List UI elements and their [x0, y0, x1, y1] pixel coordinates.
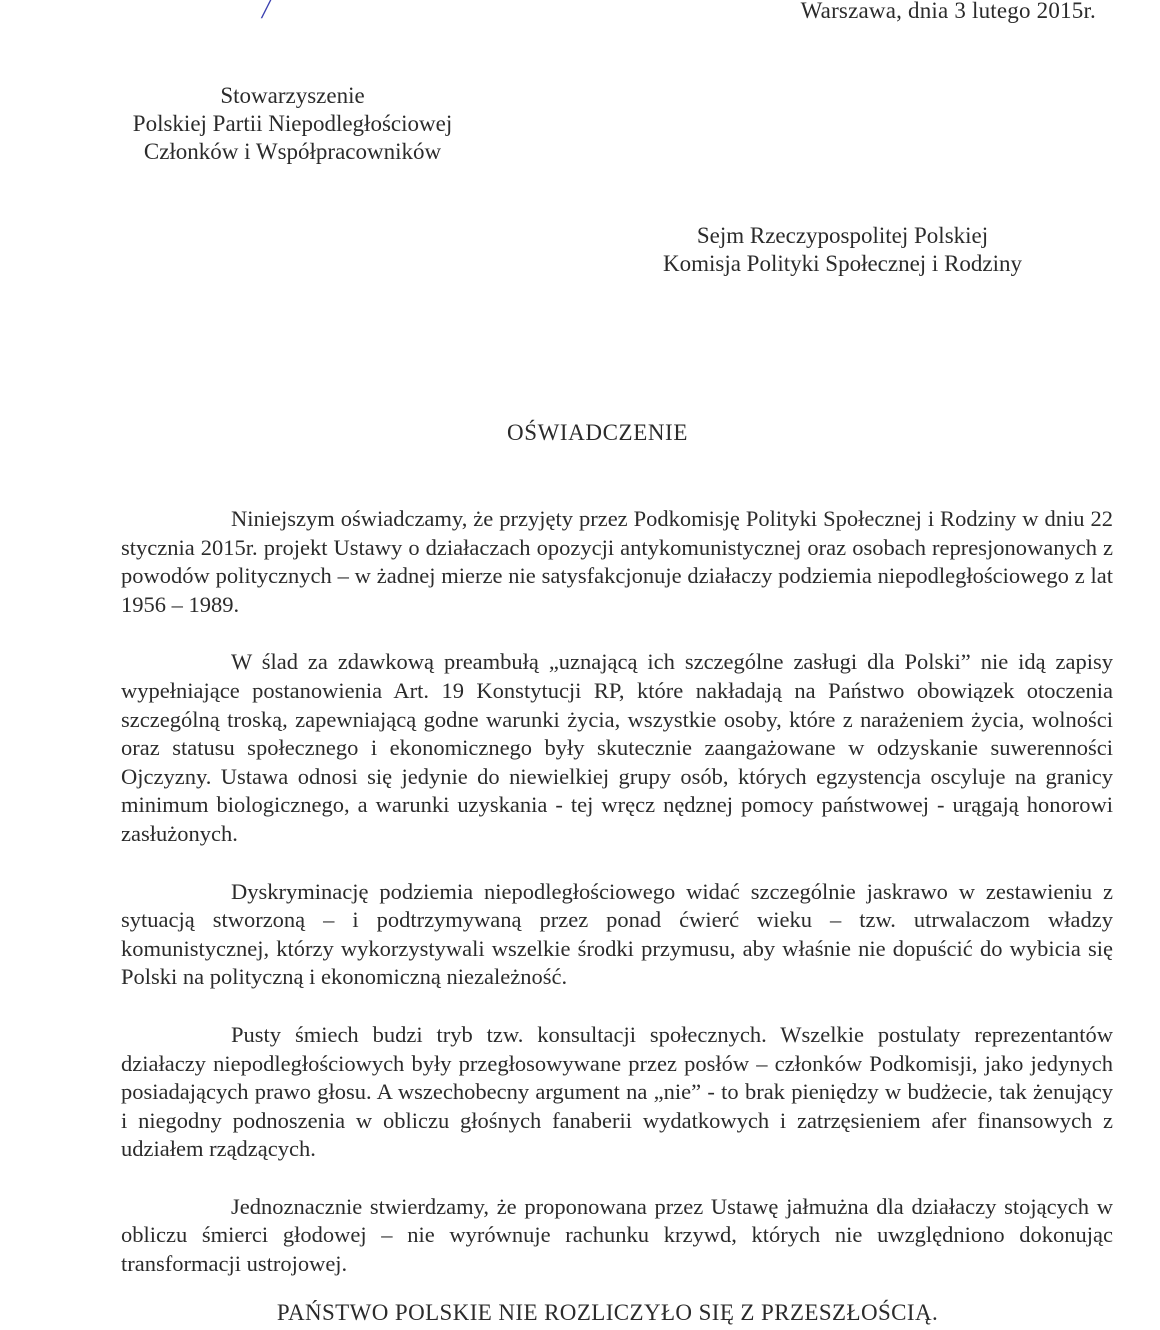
body-paragraph: Pusty śmiech budzi tryb tzw. konsultacji społecznych. Wszelkie postulaty reprezentantów działaczy niepodległościowych były przegłosowywane przez posłów – członków Podkomisji, jako jedynych posiadających prawo głosu. A wszechobecny argument na „nie” - to brak pieniędzy w budżecie, tak żenujący i niegodny podnoszenia w obliczu głośnych fanaberii wydatkowych i zatrzęsieniem afer finansowych z udziałem rządzących. [121, 1021, 1113, 1162]
sender-line: Członków i Współpracowników [143, 139, 442, 164]
document-title: OŚWIADCZENIE [507, 420, 688, 445]
handwritten-mark: / [262, 0, 270, 25]
body-paragraph: W ślad za zdawkową preambułą „uznającą ich szczególne zasługi dla Polski” nie idą zapisy wypełniające postanowienia Art. 19 Konstytucji RP, które nakładają na Państwo obowiązek otoczenia szczególną troską, zapewniającą godne warunki życia, wszystkie osoby, które z narażeniem życia, wolności oraz statusu społecznego i ekonomicznego były skutecznie zaangażowane w odzyskanie suwerenności Ojczyzny. Ustawa odnosi się jedynie do niewielkiej grupy osób, których egzystencja oscyluje na granicy minimum biologicznego, a warunki uzyskania - tej wręcz nędznej pomocy państwowej - urągają honorowi zasłużonych. [121, 649, 1113, 846]
sender-block [120, 82, 465, 166]
letter-body [121, 505, 1113, 1308]
sender-line: Polskiej Partii Niepodległościowej [132, 111, 453, 136]
letter-date: Warszawa, dnia 3 lutego 2015r. [800, 0, 1096, 23]
sender-line: Stowarzyszenie [220, 83, 365, 108]
closing-statement: PAŃSTWO POLSKIE NIE ROZLICZYŁO SIĘ Z PRZESZŁOŚCIĄ. [276, 1300, 939, 1325]
recipient-block [640, 222, 1045, 278]
recipient-line: Sejm Rzeczypospolitej Polskiej [696, 223, 989, 248]
recipient-line: Komisja Polityki Społecznej i Rodziny [662, 251, 1023, 276]
body-paragraph: Jednoznacznie stwierdzamy, że proponowana przez Ustawę jałmużna dla działaczy stojących w obliczu śmierci głodowej – nie wyrównuje rachunku krzywd, których nie uwzględniono dokonując transformacji ustrojowej. [121, 1193, 1113, 1277]
body-paragraph: Niniejszym oświadczamy, że przyjęty przez Podkomisję Polityki Społecznej i Rodziny w dniu 22 stycznia 2015r. projekt Ustawy o działaczach opozycji antykomunistycznej oraz osobach represjonowanych z powodów politycznych – w żadnej mierze nie satysfakcjonuje działaczy podziemia niepodległościowego z lat 1956 – 1989. [121, 506, 1113, 617]
body-paragraph: Dyskryminację podziemia niepodległościowego widać szczególnie jaskrawo w zestawieniu z sytuacją stworzoną – i podtrzymywaną przez ponad ćwierć wieku – tzw. utrwalaczom władzy komunistycznej, którzy wykorzystywali wszelkie środki przymusu, aby właśnie nie dopuścić do wybicia się Polski na polityczną i ekonomiczną niezależność. [121, 878, 1113, 990]
